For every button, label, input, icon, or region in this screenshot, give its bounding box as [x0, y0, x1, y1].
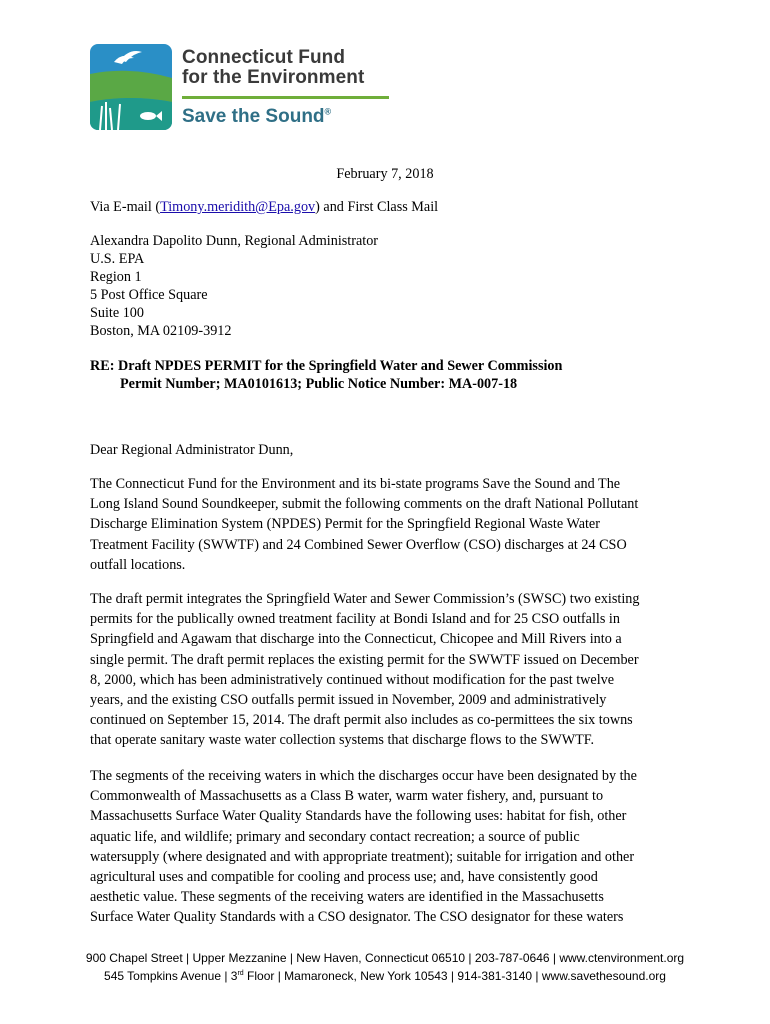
subject-line — [90, 357, 690, 393]
org-name — [182, 48, 364, 88]
paragraph-line: aesthetic value. These segments of the receiving waters are identified in the Massachusetts — [90, 889, 604, 906]
subject-line-2: Permit Number; MA0101613; Public Notice Number: MA-007-18 — [120, 376, 518, 392]
subject-line-1: RE: Draft NPDES PERMIT for the Springfield Water and Sewer Commission — [90, 358, 563, 374]
paragraph-line: The Connecticut Fund for the Environment and its bi-state programs Save the Sound and The — [90, 476, 621, 492]
address-line: U.S. EPA — [90, 251, 145, 267]
letter-date: February 7, 2018 — [336, 166, 434, 182]
footer-line-2-end: Floor | Mamaroneck, New York 10543 | 914-381-3140 | www.savethesound.org — [243, 969, 666, 983]
paragraph-line: 8, 2000, which has been administratively continued without modification for the past twelve — [90, 671, 615, 688]
paragraph-line: Treatment Facility (SWWTF) and 24 Combined Sewer Overflow (CSO) discharges at 24 CSO — [90, 536, 627, 553]
paragraph-line: single permit. The draft permit replaces the existing permit for the SWWTF issued on December — [90, 651, 639, 668]
delivery-method — [90, 198, 690, 216]
registered-mark: ® — [324, 106, 332, 117]
address-line: Region 1 — [90, 269, 142, 285]
paragraph-line: Springfield and Agawam that discharge into the Connecticut, Chicopee and Mill Rivers into a — [90, 631, 622, 648]
logo-divider — [182, 96, 389, 99]
body-paragraph-2 — [90, 589, 686, 751]
paragraph-line: agricultural uses and compatible for cooling and process use; and, have consistently good — [90, 869, 598, 886]
paragraph-line: Discharge Elimination System (NPDES) Permit for the Springfield Regional Waste Water — [90, 516, 600, 533]
paragraph-line: watersupply (where designated and with appropriate treatment); suitable for irrigation and other — [90, 848, 635, 865]
paragraph-line: The draft permit integrates the Springfield Water and Sewer Commission’s (SWSC) two existing — [90, 591, 640, 607]
tagline-text: Save the Sound — [182, 106, 325, 127]
letter-footer — [0, 951, 770, 984]
footer-line-2-start: 545 Tompkins Avenue | 3 — [104, 969, 238, 983]
paragraph-line: The segments of the receiving waters in which the discharges occur have been designated by the — [90, 768, 637, 784]
org-name-line1: Connecticut Fund — [182, 47, 346, 68]
letterhead-logo — [90, 44, 390, 132]
footer-ordinal: rd — [237, 970, 244, 977]
paragraph-line: Massachusetts Surface Water Quality Standards have the following uses: habitat for fish, other — [90, 808, 627, 825]
body-paragraph-3 — [90, 766, 686, 928]
org-tagline — [182, 106, 331, 128]
address-line: Boston, MA 02109-3912 — [90, 323, 232, 339]
paragraph-line: that operate sanitary waste water collection systems that discharge flows to the SWWTF. — [90, 732, 595, 749]
via-prefix: Via E-mail ( — [90, 199, 161, 215]
paragraph-line: years, and the existing CSO outfalls permit issued in November, 2009 and administratively — [90, 692, 607, 709]
bird-fish-logo-icon — [90, 44, 172, 130]
paragraph-line: Long Island Sound Soundkeeper, submit the following comments on the draft National Pollutant — [90, 496, 639, 513]
footer-line-2 — [0, 966, 770, 984]
paragraph-line: continued on September 15, 2014. The draft permit also includes as co-permittees the six towns — [90, 712, 633, 729]
footer-line-1: 900 Chapel Street | Upper Mezzanine | New Haven, Connecticut 06510 | 203-787-0646 | www.ctenvironment.org — [85, 951, 685, 965]
org-name-line2: for the Environment — [182, 67, 365, 88]
paragraph-line: permits for the publically owned treatment facility at Bondi Island and for 25 CSO outfalls in — [90, 611, 620, 628]
address-line: 5 Post Office Square — [90, 287, 208, 303]
via-suffix: ) and First Class Mail — [315, 199, 439, 215]
email-link[interactable]: Timony.meridith@Epa.gov — [160, 199, 316, 215]
salutation: Dear Regional Administrator Dunn, — [90, 442, 294, 458]
body-paragraph-1 — [90, 474, 686, 575]
paragraph-line: outfall locations. — [90, 556, 186, 573]
paragraph-line: Commonwealth of Massachusetts as a Class B water, warm water fishery, and, pursuant to — [90, 788, 604, 805]
address-line: Suite 100 — [90, 305, 144, 321]
paragraph-line: aquatic life, and wildlife; primary and secondary contact recreation; a source of public — [90, 828, 580, 845]
paragraph-line: Surface Water Quality Standards with a CSO designator. The CSO designator for these waters — [90, 909, 624, 926]
address-line: Alexandra Dapolito Dunn, Regional Administrator — [90, 233, 379, 249]
recipient-address — [90, 232, 690, 340]
